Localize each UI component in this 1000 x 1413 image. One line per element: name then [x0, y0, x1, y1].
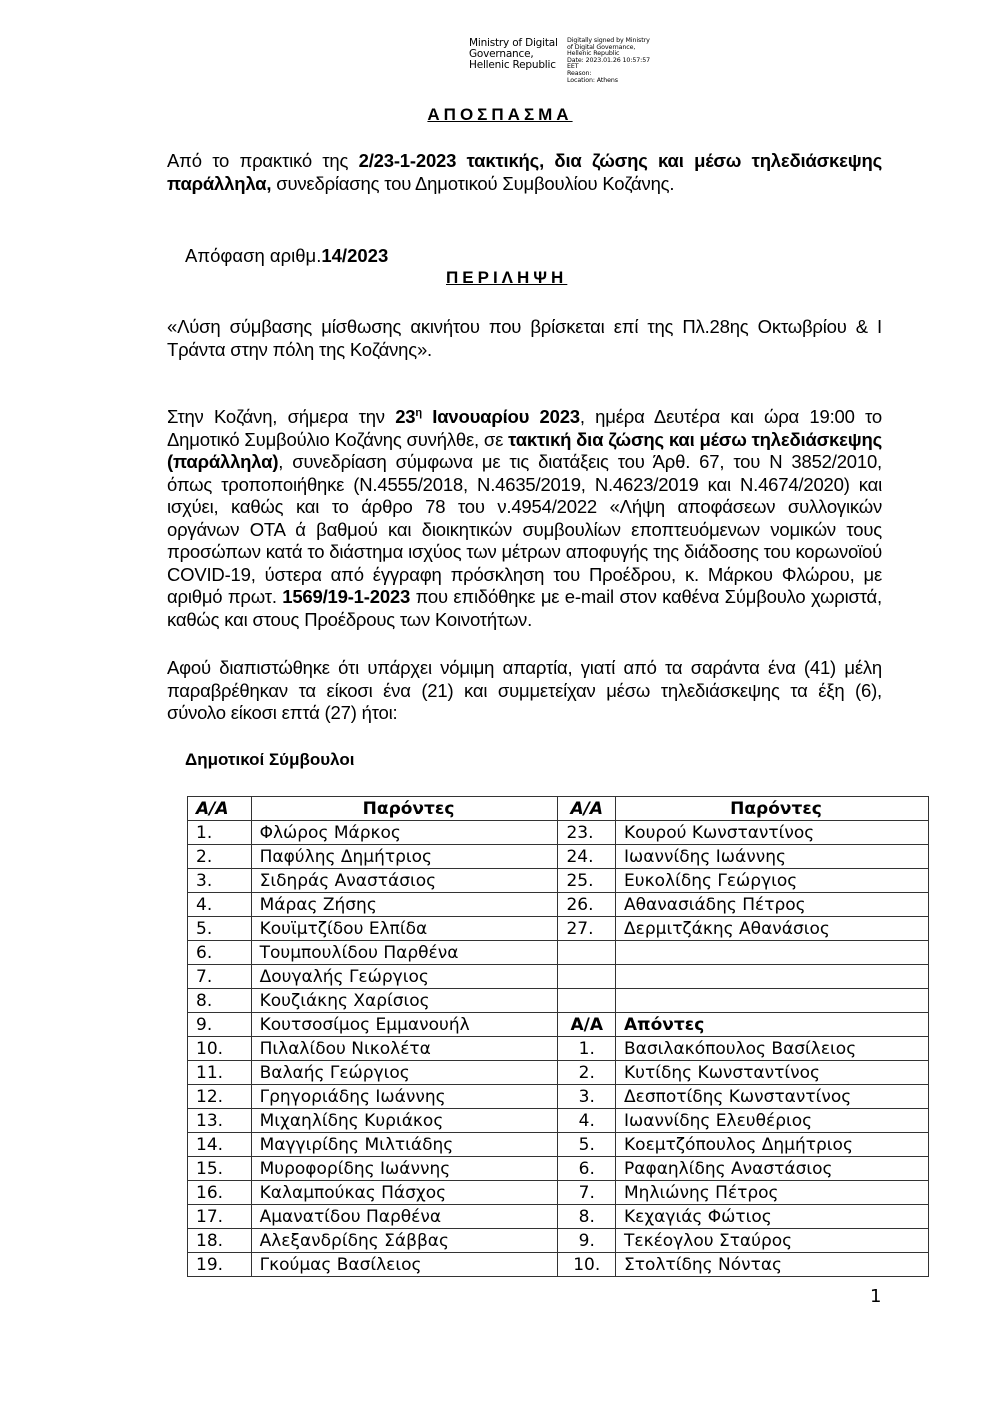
row-number-cell: 5. — [188, 917, 252, 941]
summary-heading — [446, 268, 567, 288]
table-row — [188, 1229, 929, 1253]
member-name-cell: Σιδηράς Αναστάσιος — [251, 869, 558, 893]
signature-meta-line: Digitally signed by Ministry — [567, 37, 650, 44]
absent-header-aa: Α/Α — [558, 1013, 616, 1037]
member-name-cell: Κουρού Κωνσταντίνος — [616, 821, 929, 845]
member-name-cell: Κυτίδης Κωνσταντίνος — [616, 1061, 929, 1085]
signature-meta-line: of Digital Governance, — [567, 43, 636, 51]
member-name-cell: Δουγαλής Γεώργιος — [251, 965, 558, 989]
row-number-cell: 9. — [558, 1229, 616, 1253]
decision-label: Απόφαση αριθμ. — [185, 245, 322, 266]
member-name-cell: Μάρας Ζήσης — [251, 893, 558, 917]
signature-organization — [469, 38, 565, 84]
protocol-number: 1569/19-1-2023 — [282, 586, 411, 608]
member-name-cell: Κουϊμτζίδου Ελπίδα — [251, 917, 558, 941]
row-number-cell: 16. — [188, 1181, 252, 1205]
row-number-cell: 12. — [188, 1085, 252, 1109]
table-header-row — [188, 797, 929, 821]
row-number-cell: 24. — [558, 845, 616, 869]
member-name-cell: Βαλαής Γεώργιος — [251, 1061, 558, 1085]
summary-text: «Λύση σύμβασης μίσθωσης ακινήτου που βρίσκεται επί της Πλ.28ης Οκτωβρίου & Ι Τράντα στην πόλη της Κοζάνης». — [167, 316, 882, 360]
row-number-cell — [558, 941, 616, 965]
member-name-cell: Τουμπουλίδου Παρθένα — [251, 941, 558, 965]
meeting-date — [395, 406, 580, 427]
signature-org-line: Governance, — [469, 48, 534, 60]
body-text: , συνεδρίαση σύμφωνα με τις διατάξεις του Άρθ. 67, του Ν 3852/2010, όπως τροποποιήθηκε (Ν.4555/2018, Ν.4635/2019, Ν.4623/2019 και Ν.4674/2020) και ισχύει, καθώς και το άρθρο 78 του ν.4954/2022 «Λήψη αποφάσεων συλλογικών οργάνων ΟΤΑ ά βαθμού και διοικητικών συμβουλίων εποπτευόμενων νομικών τους προσώπων κατά το διάστημα ισχύος των μέτρων αποφυγής της διάδοσης του κορωνοϊού COVID-19, ύστερα από έγγραφη πρόσκληση του Προέδρου, κ. Μάρκου Φλώρου, με αριθμό πρωτ. — [167, 451, 882, 608]
member-name-cell: Γκούμας Βασίλειος — [251, 1253, 558, 1277]
signature-details — [567, 38, 650, 84]
summary-heading-text: ΠΕΡΙΛΗΨΗ — [446, 268, 568, 287]
row-number-cell: 19. — [188, 1253, 252, 1277]
signature-date: Date: 2023.01.26 10:57:57 — [567, 56, 651, 64]
signature-org-line: Ministry of Digital — [469, 37, 558, 49]
member-name-cell — [616, 965, 929, 989]
member-name-cell: Φλώρος Μάρκος — [251, 821, 558, 845]
row-number-cell: 11. — [188, 1061, 252, 1085]
row-number-cell: 10. — [558, 1253, 616, 1277]
member-name-cell: Μιχαηλίδης Κυριάκος — [251, 1109, 558, 1133]
row-number-cell: 13. — [188, 1109, 252, 1133]
row-number-cell: 1. — [558, 1037, 616, 1061]
signature-meta-line: Hellenic Republic — [567, 50, 620, 58]
header-aa: Α/Α — [558, 797, 616, 821]
row-number-cell: 18. — [188, 1229, 252, 1253]
member-name-cell: Κουζιάκης Χαρίσιος — [251, 989, 558, 1013]
member-name-cell: Ιωαννίδης Ελευθέριος — [616, 1109, 929, 1133]
table-row — [188, 941, 929, 965]
row-number-cell — [558, 965, 616, 989]
table-row — [188, 1181, 929, 1205]
table-row — [188, 1061, 929, 1085]
header-present: Παρόντες — [616, 797, 929, 821]
row-number-cell: 26. — [558, 893, 616, 917]
table-row — [188, 1157, 929, 1181]
decision-number-line — [185, 245, 388, 267]
meeting-type: τακτική δια ζώσης και μέσω τηλεδιάσκεψης (παράλληλα) — [167, 428, 882, 473]
table-row — [188, 845, 929, 869]
member-name-cell: Παφύλης Δημήτριος — [251, 845, 558, 869]
member-name-cell: Ευκολίδης Γεώργιος — [616, 869, 929, 893]
row-number-cell: 15. — [188, 1157, 252, 1181]
row-number-cell: 25. — [558, 869, 616, 893]
decision-number: 14/2023 — [321, 245, 389, 266]
table-row — [188, 1037, 929, 1061]
member-name-cell: Πιλαλίδου Νικολέτα — [251, 1037, 558, 1061]
header-present: Παρόντες — [251, 797, 558, 821]
body-paragraph-2: Αφού διαπιστώθηκε ότι υπάρχει νόμιμη απαρτία, γιατί από τα σαράντα ένα (41) μέλη παραβρέθηκαν τα είκοσι ένα (21) και συμμετείχαν μέσω τηλεδιάσκεψης τα έξη (6), σύνολο είκοσι επτά (27) ήτοι: — [167, 657, 882, 723]
row-number-cell: 7. — [558, 1181, 616, 1205]
document-title — [0, 105, 1000, 125]
table-row — [188, 917, 929, 941]
member-name-cell: Μηλιώνης Πέτρος — [616, 1181, 929, 1205]
table-row — [188, 965, 929, 989]
member-name-cell: Κοεμτζόπουλος Δημήτριος — [616, 1133, 929, 1157]
row-number-cell: 8. — [558, 1205, 616, 1229]
member-name-cell: Αμανατίδου Παρθένα — [251, 1205, 558, 1229]
member-name-cell: Βασιλακόπουλος Βασίλειος — [616, 1037, 929, 1061]
body-text: , ημέρα Δευτέρα και ώρα 19:00 το Δημοτικό Συμβούλιο Κοζάνης συνήλθε, σε — [167, 406, 882, 450]
row-number-cell: 4. — [188, 893, 252, 917]
member-name-cell: Κεχαγιάς Φώτιος — [616, 1205, 929, 1229]
member-name-cell: Ιωαννίδης Ιωάννης — [616, 845, 929, 869]
ordinal-suffix: η — [415, 407, 422, 419]
signature-reason: Reason: — [567, 69, 592, 77]
table-row — [188, 1133, 929, 1157]
row-number-cell — [558, 989, 616, 1013]
absent-header: Απόντες — [616, 1013, 929, 1037]
body-text: που επιδόθηκε με e-mail στον καθένα Σύμβουλο χωριστά, καθώς και στους Προέδρους των Κοινοτήτων. — [167, 586, 882, 630]
member-name-cell: Τεκέογλου Σταύρος — [616, 1229, 929, 1253]
signature-location: Location: Athens — [567, 76, 618, 84]
page-number: 1 — [870, 1286, 882, 1307]
meeting-month-year: Ιανουαρίου 2023 — [421, 406, 580, 428]
header-aa: Α/Α — [188, 797, 252, 821]
member-name-cell: Αλεξανδρίδης Σάββας — [251, 1229, 558, 1253]
row-number-cell: 2. — [558, 1061, 616, 1085]
body-text: Στην Κοζάνη, σήμερα την — [167, 406, 396, 428]
row-number-cell: 9. — [188, 1013, 252, 1037]
row-number-cell: 1. — [188, 821, 252, 845]
document-title-text: ΑΠΟΣΠΑΣΜΑ — [427, 105, 573, 124]
row-number-cell: 2. — [188, 845, 252, 869]
intro-text-end: συνεδρίασης του Δημοτικού Συμβουλίου Κοζάνης. — [271, 172, 675, 194]
row-number-cell: 5. — [558, 1133, 616, 1157]
table-row — [188, 1205, 929, 1229]
row-number-cell: 17. — [188, 1205, 252, 1229]
intro-bold-text: 2/23-1-2023 τακτικής, δια ζώσης και μέσω τηλεδιάσκεψης παράλληλα, — [167, 150, 883, 194]
body-paragraph-1 — [167, 402, 882, 631]
member-name-cell: Κουτσοσίμος Εμμανουήλ — [251, 1013, 558, 1037]
table-row — [188, 893, 929, 917]
table-row — [188, 989, 929, 1013]
member-name-cell — [616, 989, 929, 1013]
row-number-cell: 3. — [558, 1085, 616, 1109]
row-number-cell: 3. — [188, 869, 252, 893]
row-number-cell: 7. — [188, 965, 252, 989]
member-name-cell: Αθανασιάδης Πέτρος — [616, 893, 929, 917]
row-number-cell: 6. — [188, 941, 252, 965]
member-name-cell: Μυροφορίδης Ιωάννης — [251, 1157, 558, 1181]
table-row — [188, 1013, 929, 1037]
table-row — [188, 1253, 929, 1277]
member-name-cell: Στολτίδης Νόντας — [616, 1253, 929, 1277]
member-name-cell — [616, 941, 929, 965]
member-name-cell: Δερμιτζάκης Αθανάσιος — [616, 917, 929, 941]
table-row — [188, 821, 929, 845]
attendance-table — [187, 796, 929, 1277]
table-row — [188, 869, 929, 893]
section-heading: Δημοτικοί Σύμβουλοι — [185, 750, 355, 769]
member-name-cell: Ραφαηλίδης Αναστάσιος — [616, 1157, 929, 1181]
row-number-cell: 10. — [188, 1037, 252, 1061]
row-number-cell: 23. — [558, 821, 616, 845]
table-row — [188, 1085, 929, 1109]
intro-text: Από το πρακτικό της — [167, 150, 359, 171]
row-number-cell: 14. — [188, 1133, 252, 1157]
member-name-cell: Καλαμπούκας Πάσχος — [251, 1181, 558, 1205]
meeting-day: 23 — [395, 406, 416, 428]
row-number-cell: 4. — [558, 1109, 616, 1133]
signature-meta-line: EET — [567, 63, 579, 71]
member-name-cell: Δεσποτίδης Κωνσταντίνος — [616, 1085, 929, 1109]
row-number-cell: 6. — [558, 1157, 616, 1181]
intro-paragraph — [167, 150, 882, 195]
digital-signature-stamp — [469, 38, 650, 84]
row-number-cell: 8. — [188, 989, 252, 1013]
row-number-cell: 27. — [558, 917, 616, 941]
member-name-cell: Μαγγιρίδης Μιλτιάδης — [251, 1133, 558, 1157]
table-row — [188, 1109, 929, 1133]
signature-org-line: Hellenic Republic — [469, 59, 556, 71]
member-name-cell: Γρηγοριάδης Ιωάννης — [251, 1085, 558, 1109]
